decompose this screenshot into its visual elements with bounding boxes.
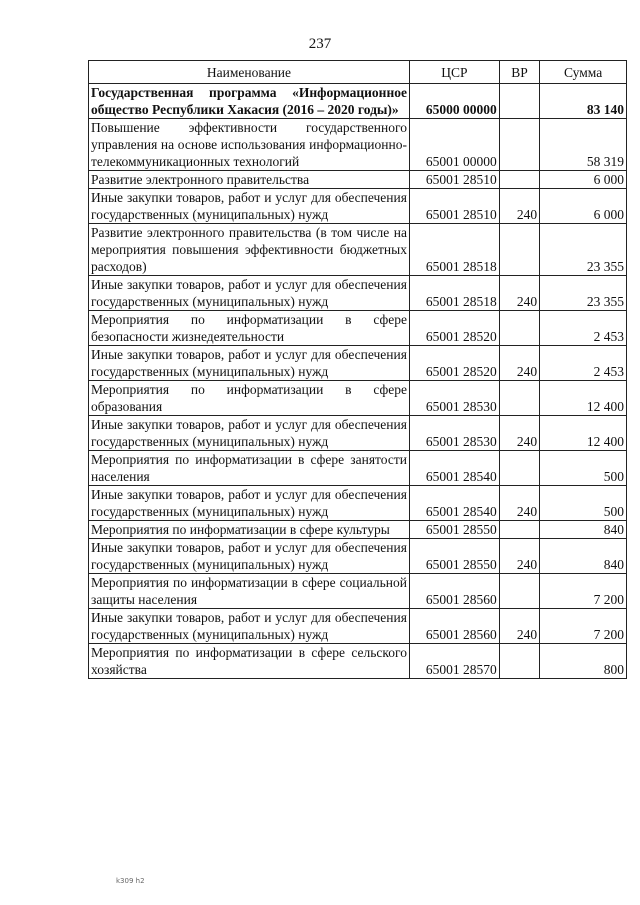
cell-name: Государственная программа «Информационное общество Республики Хакасия (2016 – 2020 годы)»	[89, 84, 410, 119]
table-row	[89, 416, 627, 451]
table-row	[89, 609, 627, 644]
table-row	[89, 84, 627, 119]
cell-vr: 240	[499, 346, 539, 381]
cell-vr	[499, 451, 539, 486]
cell-csr: 65001 28570	[409, 644, 499, 679]
cell-csr: 65001 28510	[409, 189, 499, 224]
cell-sum: 23 355	[540, 276, 627, 311]
cell-sum: 2 453	[540, 311, 627, 346]
cell-csr: 65001 28540	[409, 486, 499, 521]
cell-name: Мероприятия по информатизации в сфере сельского хозяйства	[89, 644, 410, 679]
table-row	[89, 381, 627, 416]
cell-name: Иные закупки товаров, работ и услуг для обеспечения государственных (муниципальных) нужд	[89, 486, 410, 521]
cell-name: Иные закупки товаров, работ и услуг для обеспечения государственных (муниципальных) нужд	[89, 276, 410, 311]
cell-vr	[499, 574, 539, 609]
page-number: 237	[308, 36, 332, 52]
cell-csr: 65001 28560	[409, 574, 499, 609]
cell-csr: 65001 28520	[409, 311, 499, 346]
cell-vr	[499, 84, 539, 119]
cell-sum: 840	[540, 521, 627, 539]
cell-name: Мероприятия по информатизации в сфере социальной защиты населения	[89, 574, 410, 609]
cell-vr	[499, 171, 539, 189]
table-row	[89, 539, 627, 574]
cell-name: Мероприятия по информатизации в сфере безопасности жизнедеятельности	[89, 311, 410, 346]
cell-sum: 500	[540, 451, 627, 486]
cell-csr: 65001 28518	[409, 224, 499, 276]
table-row	[89, 521, 627, 539]
cell-csr: 65001 28550	[409, 539, 499, 574]
footer-code: k309 h2	[116, 877, 145, 885]
cell-sum: 83 140	[540, 84, 627, 119]
table-row	[89, 346, 627, 381]
cell-name: Мероприятия по информатизации в сфере культуры	[89, 521, 410, 539]
cell-csr: 65000 00000	[409, 84, 499, 119]
cell-csr: 65001 28510	[409, 171, 499, 189]
cell-sum: 58 319	[540, 119, 627, 171]
cell-vr	[499, 224, 539, 276]
cell-sum: 840	[540, 539, 627, 574]
header-name: Наименование	[89, 61, 410, 84]
table-row	[89, 276, 627, 311]
cell-csr: 65001 28540	[409, 451, 499, 486]
header-sum: Сумма	[540, 61, 627, 84]
cell-csr: 65001 28518	[409, 276, 499, 311]
cell-vr	[499, 381, 539, 416]
table-row	[89, 119, 627, 171]
cell-vr: 240	[499, 609, 539, 644]
cell-name: Иные закупки товаров, работ и услуг для обеспечения государственных (муниципальных) нужд	[89, 539, 410, 574]
cell-name: Мероприятия по информатизации в сфере занятости населения	[89, 451, 410, 486]
header-csr: ЦСР	[409, 61, 499, 84]
cell-vr: 240	[499, 416, 539, 451]
table-row	[89, 644, 627, 679]
cell-csr: 65001 28550	[409, 521, 499, 539]
cell-sum: 12 400	[540, 381, 627, 416]
cell-sum: 23 355	[540, 224, 627, 276]
cell-vr	[499, 311, 539, 346]
cell-vr: 240	[499, 189, 539, 224]
cell-vr	[499, 119, 539, 171]
table-row	[89, 451, 627, 486]
table-row	[89, 189, 627, 224]
cell-name: Развитие электронного правительства	[89, 171, 410, 189]
cell-vr: 240	[499, 276, 539, 311]
table-row	[89, 171, 627, 189]
cell-sum: 500	[540, 486, 627, 521]
cell-sum: 12 400	[540, 416, 627, 451]
cell-sum: 2 453	[540, 346, 627, 381]
cell-csr: 65001 28560	[409, 609, 499, 644]
cell-sum: 6 000	[540, 189, 627, 224]
header-vr: ВР	[499, 61, 539, 84]
cell-csr: 65001 28530	[409, 416, 499, 451]
cell-name: Повышение эффективности государственного управления на основе использования информационно-телекоммуникационных технологий	[89, 119, 410, 171]
table-row	[89, 574, 627, 609]
cell-csr: 65001 28520	[409, 346, 499, 381]
cell-sum: 800	[540, 644, 627, 679]
cell-vr	[499, 521, 539, 539]
table-header-row	[89, 61, 627, 84]
cell-name: Мероприятия по информатизации в сфере образования	[89, 381, 410, 416]
cell-sum: 7 200	[540, 609, 627, 644]
table-row	[89, 311, 627, 346]
budget-table	[88, 60, 627, 679]
cell-name: Иные закупки товаров, работ и услуг для обеспечения государственных (муниципальных) нужд	[89, 609, 410, 644]
cell-sum: 7 200	[540, 574, 627, 609]
cell-name: Иные закупки товаров, работ и услуг для обеспечения государственных (муниципальных) нужд	[89, 346, 410, 381]
cell-vr	[499, 644, 539, 679]
table-row	[89, 224, 627, 276]
cell-name: Иные закупки товаров, работ и услуг для обеспечения государственных (муниципальных) нужд	[89, 416, 410, 451]
cell-csr: 65001 28530	[409, 381, 499, 416]
cell-vr: 240	[499, 539, 539, 574]
cell-vr: 240	[499, 486, 539, 521]
table-body	[89, 84, 627, 679]
cell-sum: 6 000	[540, 171, 627, 189]
table-row	[89, 486, 627, 521]
cell-name: Развитие электронного правительства (в том числе на мероприятия повышения эффективности бюджетных расходов)	[89, 224, 410, 276]
cell-csr: 65001 00000	[409, 119, 499, 171]
cell-name: Иные закупки товаров, работ и услуг для обеспечения государственных (муниципальных) нужд	[89, 189, 410, 224]
